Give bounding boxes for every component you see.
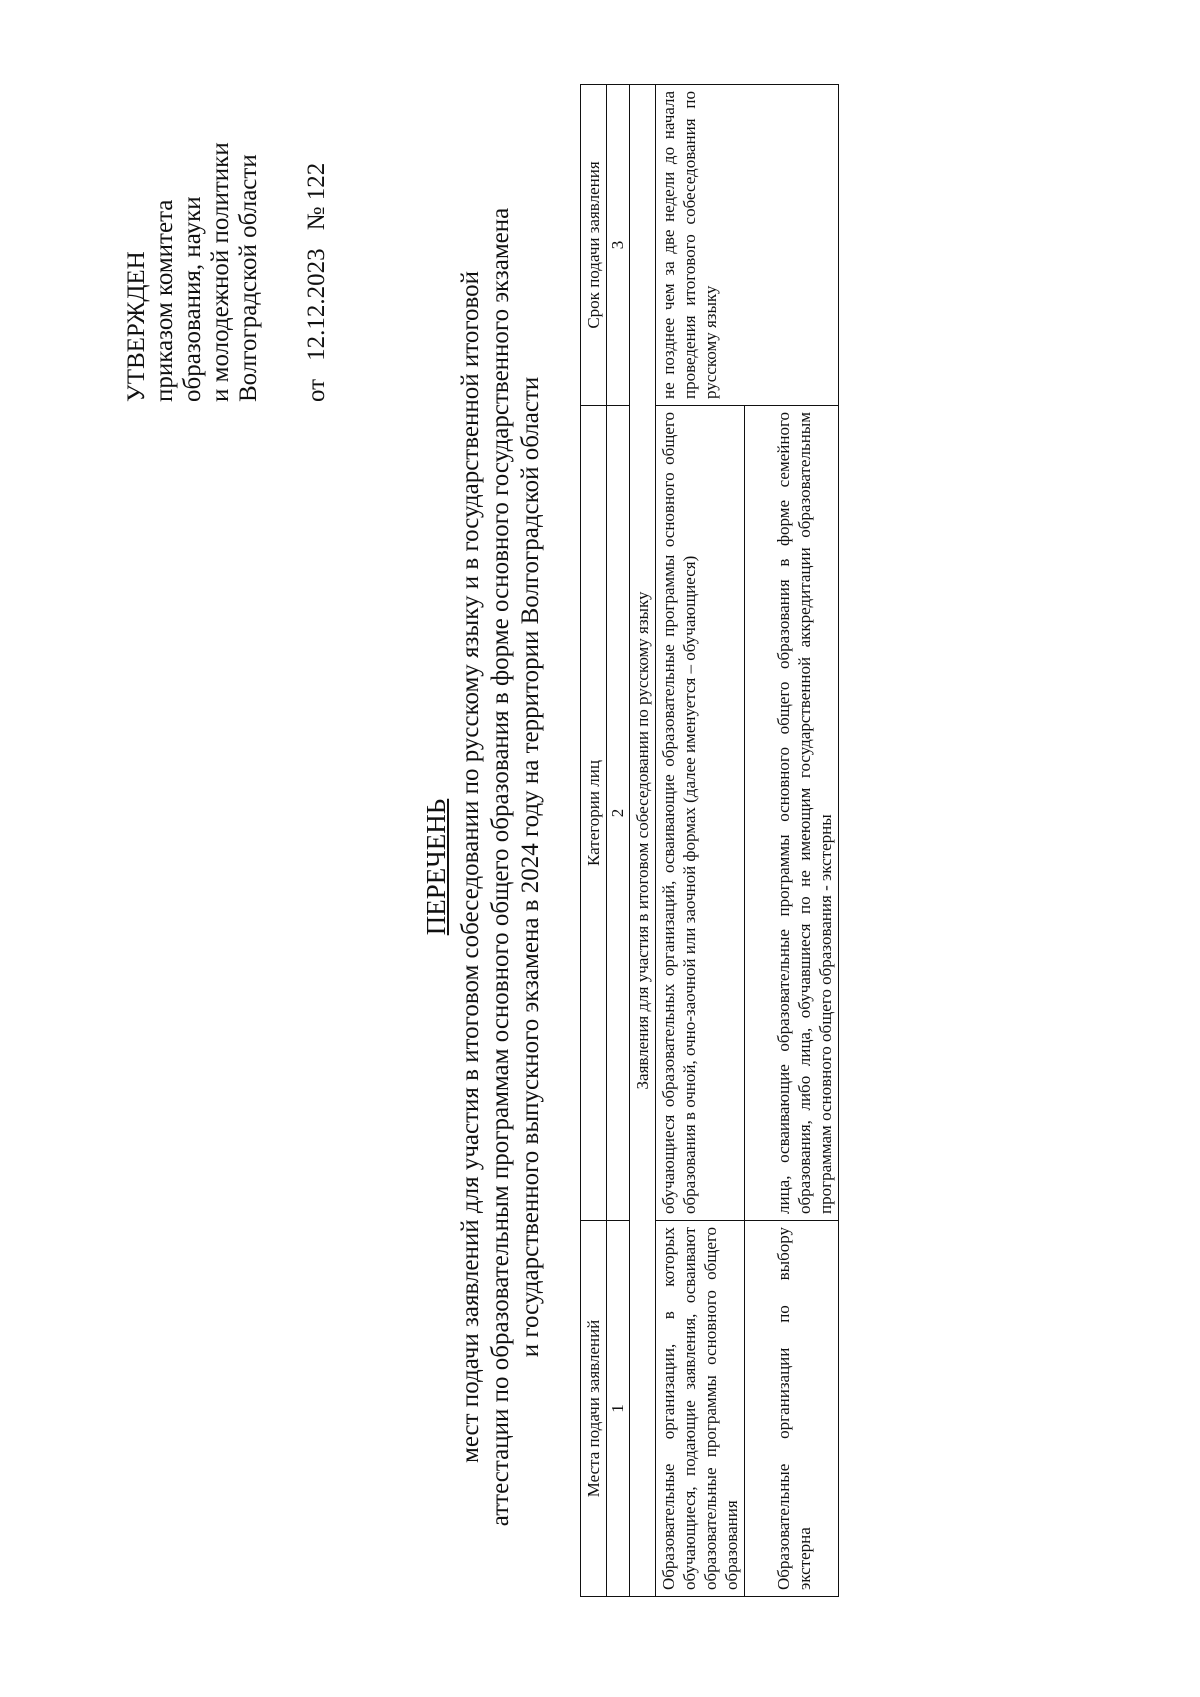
section-title: Заявления для участия в итоговом собеседовании по русскому языку	[630, 85, 656, 1597]
section-header-row	[630, 85, 656, 1597]
approval-line: приказом комитета	[151, 199, 178, 402]
approval-number: № 122	[303, 162, 330, 231]
date-prefix: от	[303, 378, 330, 402]
table-header-row	[581, 85, 607, 1597]
approval-date: 12.12.2023	[303, 248, 330, 361]
approval-block	[123, 22, 331, 402]
column-header-places: Места подачи заявлений	[581, 1221, 607, 1597]
cell-category-text: лица, осваивающие образовательные программы основного общего образования в форме семейного образования, либо лица, обучавшиеся по не имеющим государственной аккредитации образовательным программам основного общего образования - экстерны	[774, 412, 835, 1214]
column-number: 3	[607, 85, 630, 406]
cell-deadline: не позднее чем за две недели до начала проведения итогового собеседования по русскому языку	[656, 85, 839, 406]
cell-place: Образовательные организации, в которых обучающиеся, подающие заявления, осваивают образовательные программы основного общего образования	[656, 1221, 745, 1597]
approval-date-line	[303, 22, 331, 402]
approval-line: образования, науки	[179, 196, 206, 402]
table-row	[656, 85, 745, 1597]
column-number: 2	[607, 406, 630, 1221]
document-subtitle-line: и государственного выпускного экзамена в 2024 году на территории Волгоградской области	[517, 376, 544, 1358]
approval-line: и молодежной политики	[207, 142, 234, 402]
document-title: ПЕРЕЧЕНЬ	[421, 798, 451, 936]
column-header-deadline: Срок подачи заявления	[581, 85, 607, 406]
approval-line: Волгоградской области	[235, 154, 262, 402]
column-header-categories: Категории лиц	[581, 406, 607, 1221]
column-number-row	[607, 85, 630, 1597]
cell-place-text: Образовательные организации по выбору экстерна	[774, 1227, 814, 1590]
cell-category: обучающиеся образовательных организаций, осваивающие образовательные программы основного общего образования в очной, очно-заочной или заочной формах (далее именуется – обучающиеся)	[656, 406, 745, 1221]
document-subtitle-line: мест подачи заявлений для участия в итоговом собеседовании по русскому языку и в государственной итоговой	[457, 271, 484, 1463]
approval-line: УТВЕРЖДЕН	[123, 251, 150, 402]
locations-table	[580, 84, 839, 1597]
document-subtitle-line: аттестации по образовательным программам основного общего образования в форме основного государственного экзамена	[487, 207, 514, 1527]
cell-place	[745, 1221, 839, 1597]
cell-category	[745, 406, 839, 1221]
document-heading	[420, 147, 546, 1587]
column-number: 1	[607, 1221, 630, 1597]
